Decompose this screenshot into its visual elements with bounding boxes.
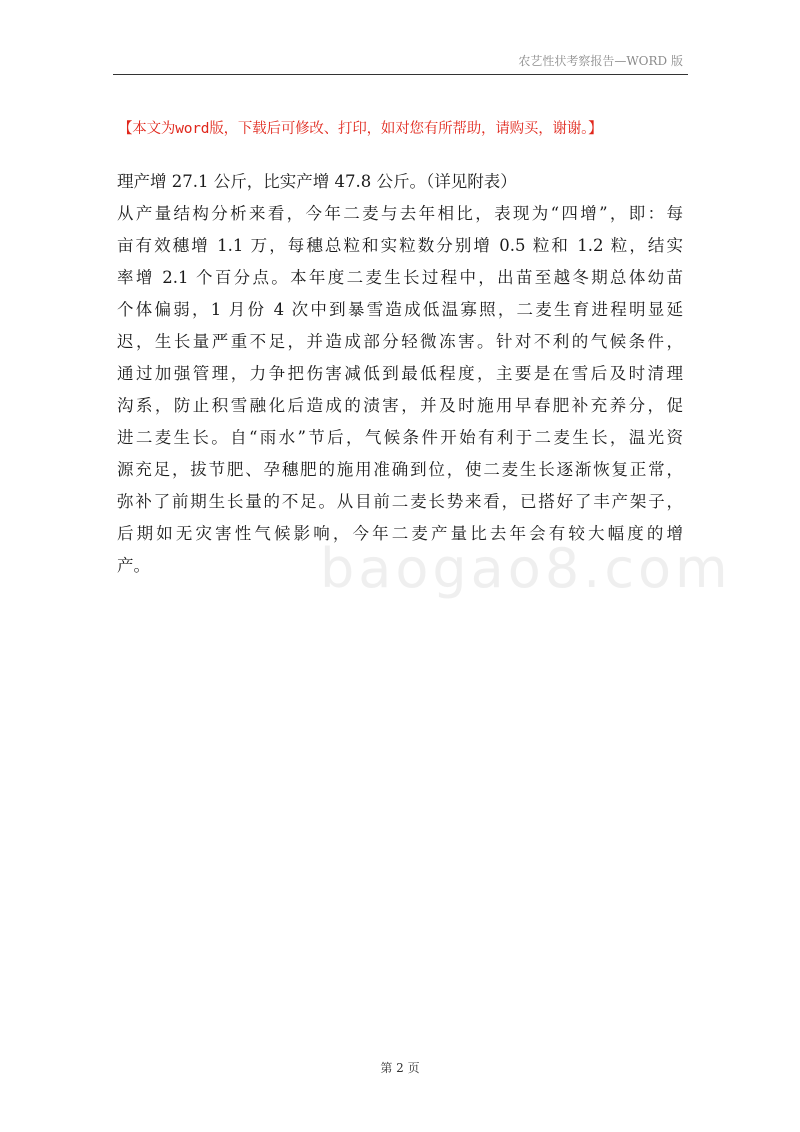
body-line: 迟，生长量严重不足，并造成部分轻微冻害。针对不利的气候条件， xyxy=(117,332,683,351)
body-line: 通过加强管理，力争把伤害减低到最低程度，主要是在雪后及时清理 xyxy=(117,364,683,383)
page-number: 第 2 页 xyxy=(380,1061,420,1075)
download-notice: 【本文为word版，下载后可修改、打印，如对您有所帮助，请购买，谢谢。】 xyxy=(118,121,603,137)
document-body xyxy=(117,166,683,582)
body-line: 理产增 27.1 公斤，比实产增 47.8 公斤。（详见附表） xyxy=(117,172,517,191)
body-line: 沟系，防止积雪融化后造成的渍害，并及时施用早春肥补充养分，促 xyxy=(117,396,683,415)
body-line: 产。 xyxy=(117,556,150,575)
body-line: 源充足，拔节肥、孕穗肥的施用准确到位，使二麦生长逐渐恢复正常， xyxy=(117,460,683,479)
body-line: 进二麦生长。自“雨水”节后，气候条件开始有利于二麦生长，温光资 xyxy=(117,428,683,447)
body-line: 从产量结构分析来看，今年二麦与去年相比，表现为“四增”，即：每 xyxy=(117,204,683,223)
body-line: 后期如无灾害性气候影响，今年二麦产量比去年会有较大幅度的增 xyxy=(117,524,683,543)
body-line: 弥补了前期生长量的不足。从目前二麦长势来看，已搭好了丰产架子， xyxy=(117,492,683,511)
header-title: 农艺性状考察报告—WORD 版 xyxy=(518,54,683,68)
body-line: 亩有效穗增 1.1 万，每穗总粒和实粒数分别增 0.5 粒和 1.2 粒，结实 xyxy=(117,236,683,255)
body-line: 率增 2.1 个百分点。本年度二麦生长过程中，出苗至越冬期总体幼苗 xyxy=(117,268,683,287)
body-line: 个体偏弱，1 月份 4 次中到暴雪造成低温寡照，二麦生育进程明显延 xyxy=(117,300,683,319)
header-divider xyxy=(113,74,688,75)
watermark: baogao8.com xyxy=(320,537,732,600)
